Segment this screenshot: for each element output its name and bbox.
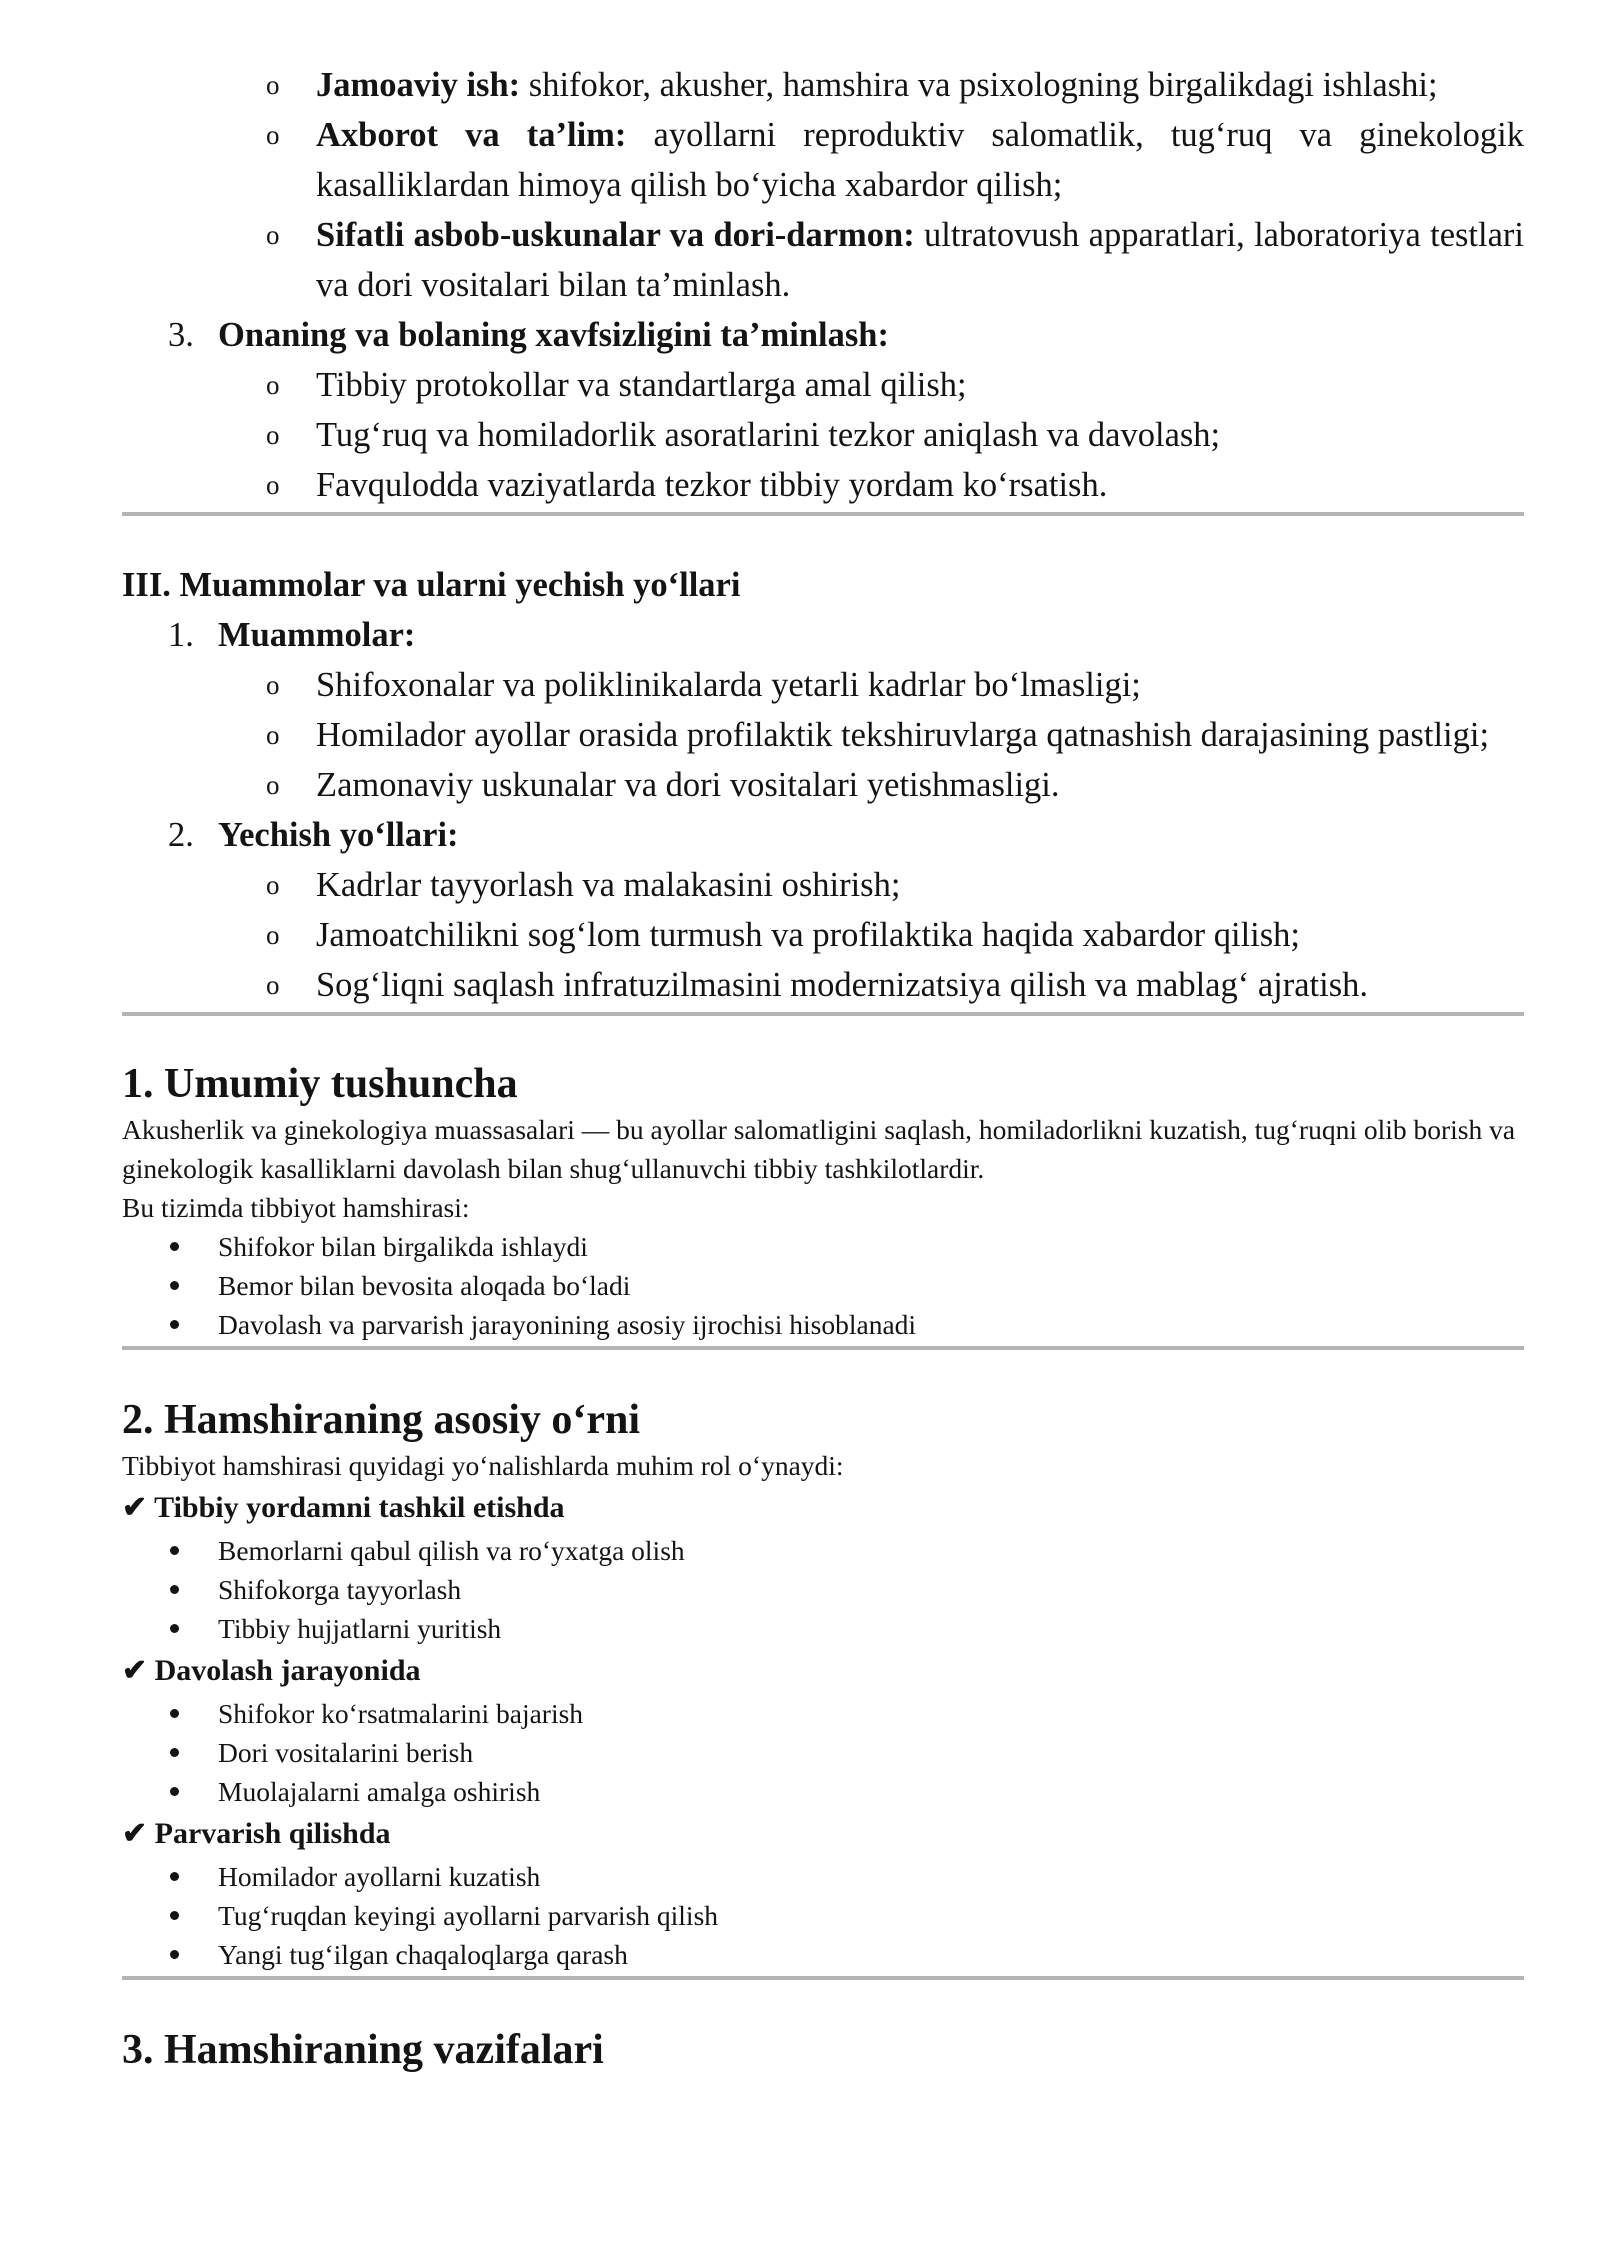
list-item: o Axborot va ta’lim: ayollarni reproduktiv salomatlik, tug‘ruq va ginekologik kasalliklardan himoya qilish bo‘yicha xabardor qilish;	[0, 110, 1600, 210]
list-item: o Zamonaviy uskunalar va dori vositalari yetishmasligi.	[0, 760, 1600, 810]
bullet-icon	[170, 1585, 179, 1594]
list-item: Shifokorga tayyorlash	[0, 1570, 1600, 1609]
circle-bullet-icon: o	[266, 670, 280, 700]
bullet-icon	[170, 1320, 179, 1329]
group-heading: ✔ Tibbiy yordamni tashkil etishda	[122, 1491, 565, 1524]
circle-bullet-icon: o	[266, 420, 280, 450]
numbered-heading: 1. Muammolar:	[168, 616, 416, 654]
bullet-icon	[170, 1242, 179, 1251]
circle-bullet-icon: o	[266, 970, 280, 1000]
problems-list	[0, 660, 1600, 810]
bullet-icon	[170, 1872, 179, 1881]
list-item: Davolash va parvarish jarayonining asosiy ijrochisi hisoblanadi	[0, 1305, 1600, 1344]
paragraph: Bu tizimda tibbiyot hamshirasi:	[122, 1192, 470, 1223]
numbered-heading: 2. Yechish yo‘llari:	[168, 816, 459, 854]
list-item: Yangi tug‘ilgan chaqaloqlarga qarash	[0, 1935, 1600, 1974]
list-item: o Shifoxonalar va poliklinikalarda yetarli kadrlar bo‘lmasligi;	[0, 660, 1600, 710]
list-item: Bemor bilan bevosita aloqada bo‘ladi	[0, 1266, 1600, 1305]
circle-bullet-icon: o	[266, 870, 280, 900]
list-item: Homilador ayollarni kuzatish	[0, 1857, 1600, 1896]
section-heading: 3. Hamshiraning vazifalari	[122, 2027, 604, 2073]
bullet-icon	[170, 1911, 179, 1920]
list-item: o Jamoatchilikni sog‘lom turmush va profilaktika haqida xabardor qilish;	[0, 910, 1600, 960]
bullet-icon	[170, 1546, 179, 1555]
circle-bullet-icon: o	[266, 770, 280, 800]
group-heading: ✔ Davolash jarayonida	[122, 1654, 421, 1687]
bullet-list	[0, 1857, 1600, 1974]
list-item: Dori vositalarini berish	[0, 1733, 1600, 1772]
circle-bullet-icon: o	[266, 220, 280, 250]
section-heading: III. Muammolar va ularni yechish yo‘llari	[122, 566, 741, 604]
section-heading: 1. Umumiy tushuncha	[122, 1061, 518, 1107]
bullet-list	[0, 1694, 1600, 1811]
circle-bullet-icon: o	[266, 920, 280, 950]
circle-bullet-icon: o	[266, 720, 280, 750]
bullet-icon	[170, 1787, 179, 1796]
list-item: o Sifatli asbob-uskunalar va dori-darmon: ultratovush apparatlari, laboratoriya testlari va dori vositalari bilan ta’minlash.	[0, 210, 1600, 310]
list-item: o Favqulodda vaziyatlarda tezkor tibbiy yordam ko‘rsatish.	[0, 460, 1600, 510]
group-heading: ✔ Parvarish qilishda	[122, 1817, 391, 1850]
list-item: Bemorlarni qabul qilish va ro‘yxatga olish	[0, 1531, 1600, 1570]
list-item: o Homilador ayollar orasida profilaktik tekshiruvlarga qatnashish darajasining pastligi;	[0, 710, 1600, 760]
bullet-icon	[170, 1748, 179, 1757]
bullet-list	[0, 1531, 1600, 1648]
item3-list	[0, 360, 1600, 510]
list-item: o Jamoaviy ish: shifokor, akusher, hamshira va psixologning birgalikdagi ishlashi;	[0, 60, 1600, 110]
list-item: o Sog‘liqni saqlash infratuzilmasini modernizatsiya qilish va mablag‘ ajratish.	[0, 960, 1600, 1010]
numbered-heading: 3. Onaning va bolaning xavfsizligini ta’minlash:	[168, 316, 889, 354]
list-item: o Kadrlar tayyorlash va malakasini oshirish;	[0, 860, 1600, 910]
paragraph: Akusherlik va ginekologiya muassasalari — bu ayollar salomatligini saqlash, homiladorlikni kuzatish, tug‘ruqni olib borish va ginekologik kasalliklarni davolash bilan shug‘ullanuvchi tibbiy tashkilotlardir.	[122, 1114, 1516, 1184]
circle-bullet-icon: o	[266, 370, 280, 400]
bullet-icon	[170, 1709, 179, 1718]
solutions-list	[0, 860, 1600, 1010]
list-item: Shifokor ko‘rsatmalarini bajarish	[0, 1694, 1600, 1733]
list-item: o Tibbiy protokollar va standartlarga amal qilish;	[0, 360, 1600, 410]
circle-bullet-icon: o	[266, 120, 280, 150]
circle-bullet-icon: o	[266, 470, 280, 500]
list-item: Muolajalarni amalga oshirish	[0, 1772, 1600, 1811]
paragraph: Tibbiyot hamshirasi quyidagi yo‘nalishlarda muhim rol o‘ynaydi:	[122, 1450, 844, 1481]
section-heading: 2. Hamshiraning asosiy o‘rni	[122, 1397, 641, 1443]
list-item: o Tug‘ruq va homiladorlik asoratlarini tezkor aniqlash va davolash;	[0, 410, 1600, 460]
bullet-icon	[170, 1950, 179, 1959]
list-item: Shifokor bilan birgalikda ishlaydi	[0, 1227, 1600, 1266]
bullet-icon	[170, 1624, 179, 1633]
bullet-list	[0, 1227, 1600, 1344]
bullet-icon	[170, 1281, 179, 1290]
list-item: Tibbiy hujjatlarni yuritish	[0, 1609, 1600, 1648]
circle-bullet-icon: o	[266, 70, 280, 100]
top-sub-list	[0, 60, 1600, 310]
list-item: Tug‘ruqdan keyingi ayollarni parvarish qilish	[0, 1896, 1600, 1935]
